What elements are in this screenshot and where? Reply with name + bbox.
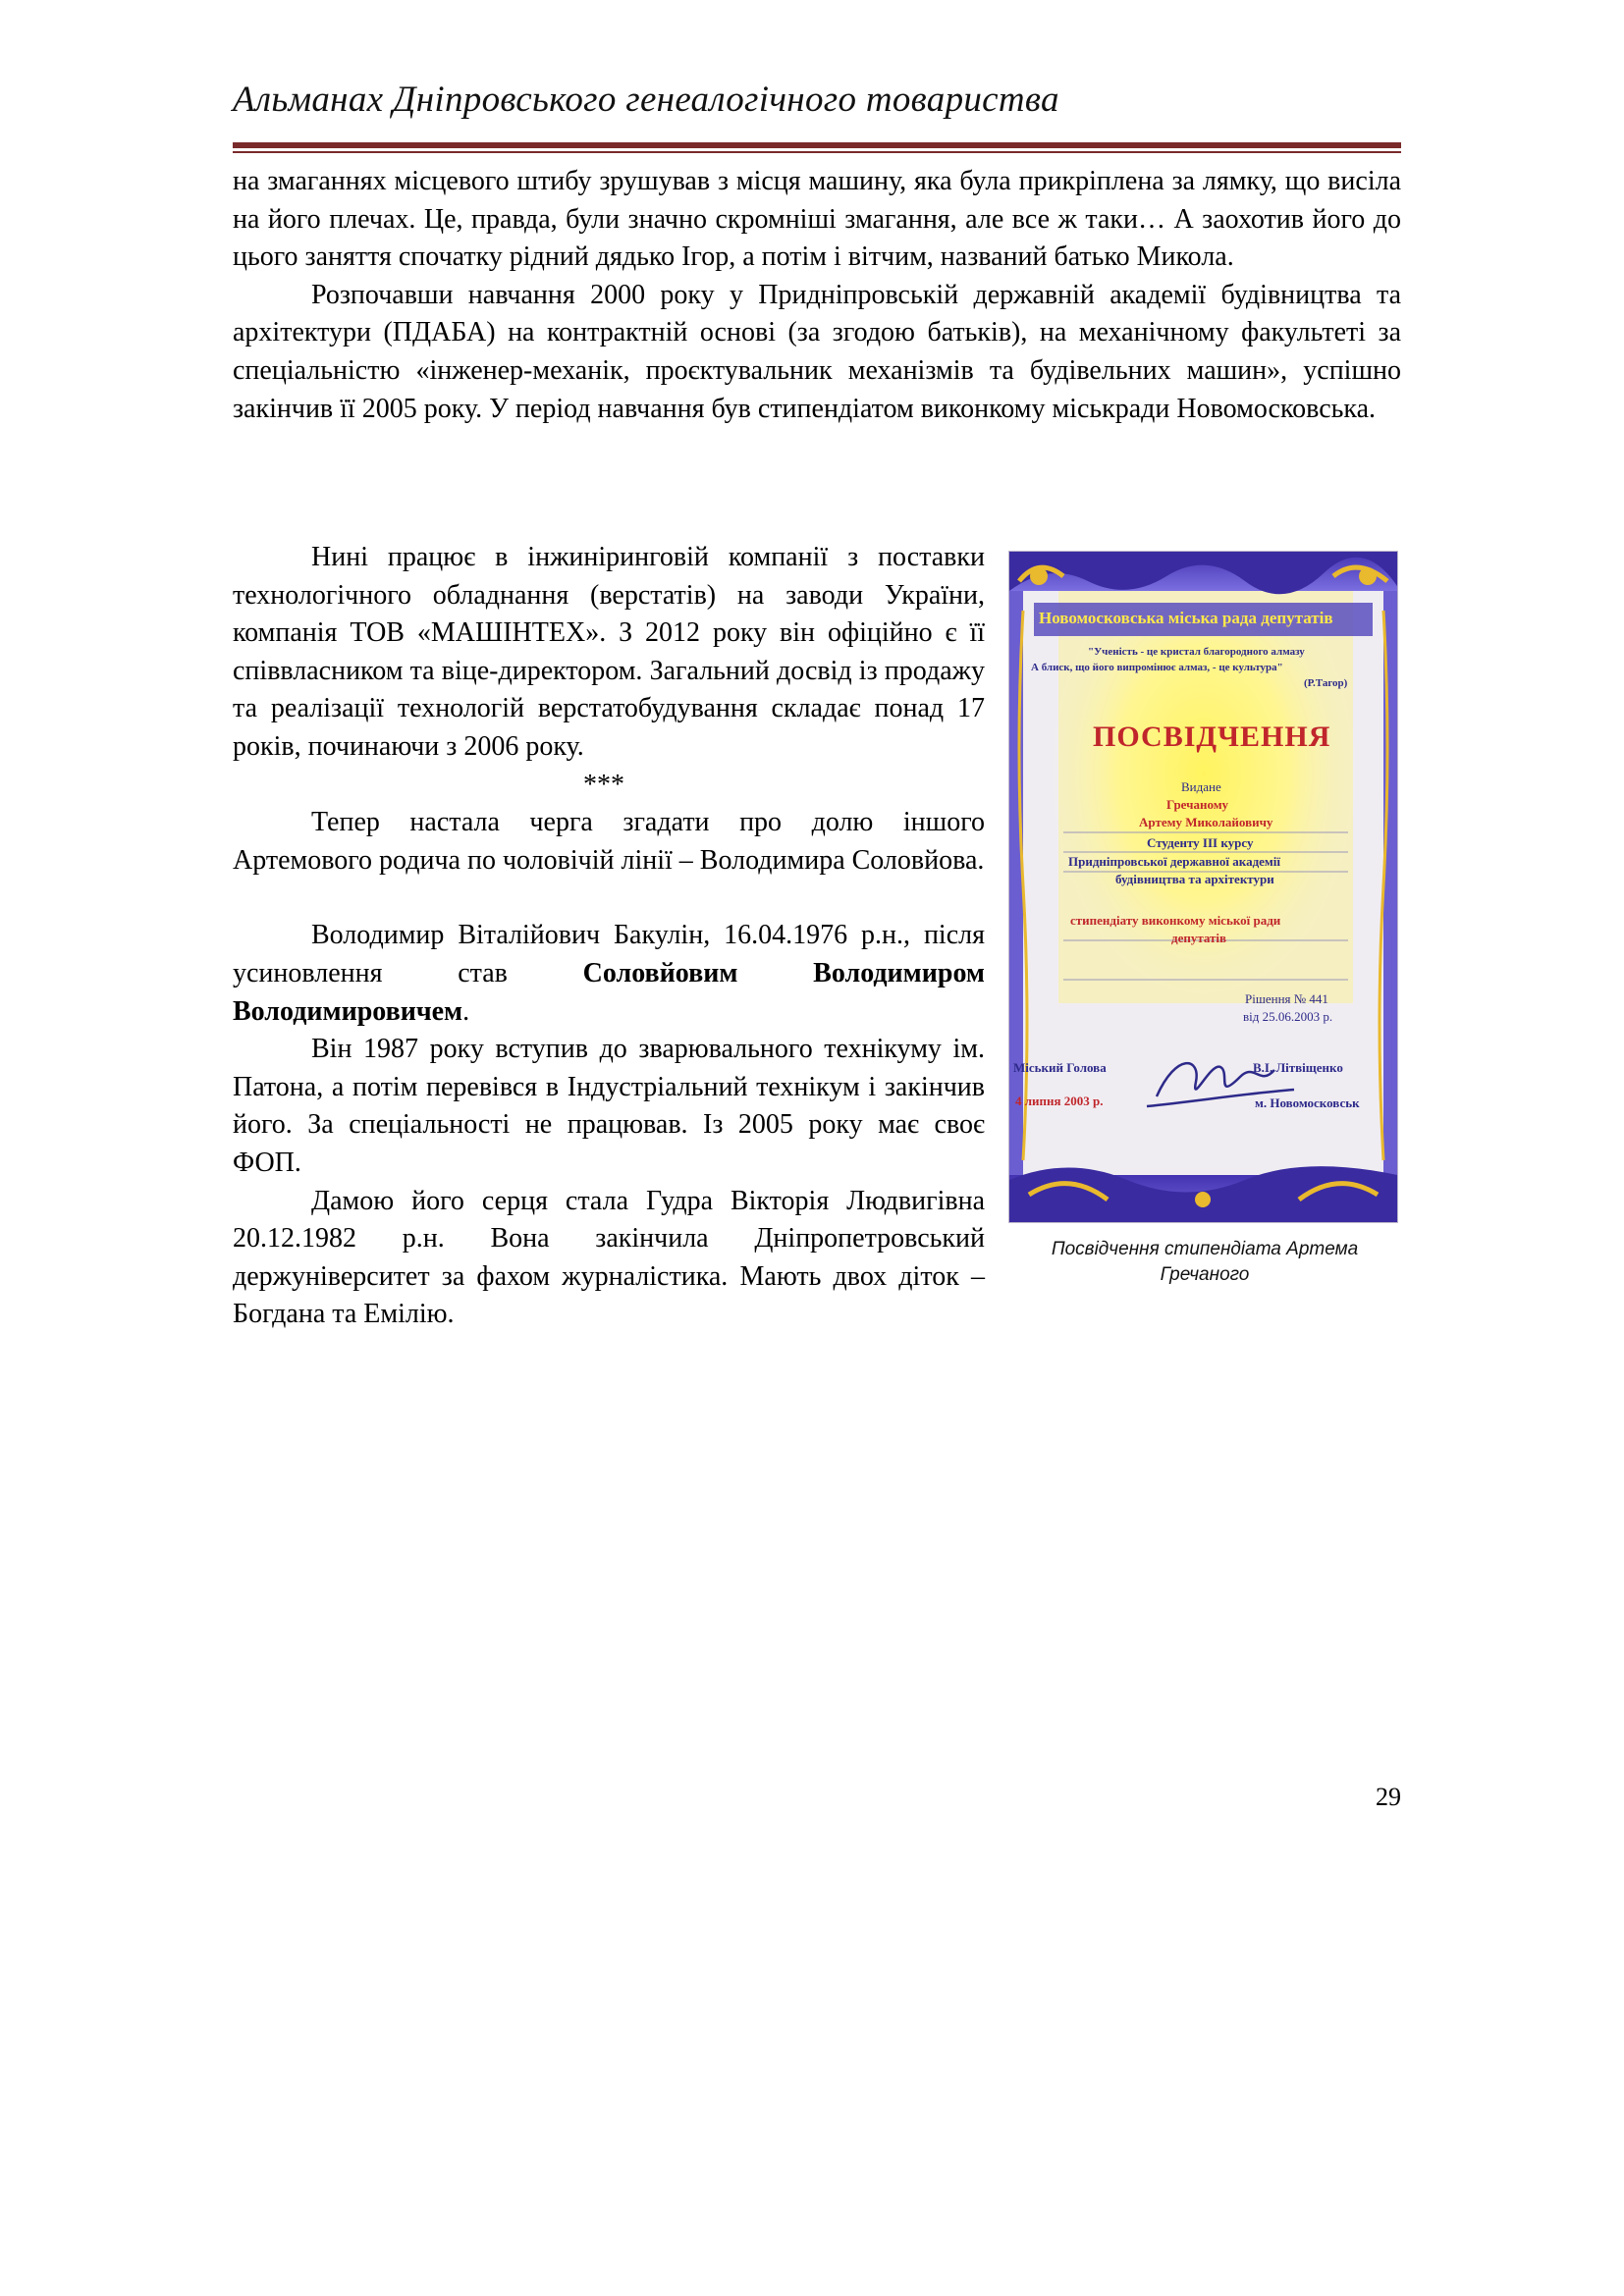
cert-quote-1: "Ученість - це кристал благородного алмазу — [1088, 646, 1305, 658]
paragraph-6: Він 1987 року вступив до зварювального технікуму ім. Патона, а потім перевівся в Індустріальний технікум і закінчив його. За спеціальності не працював. Із 2005 року має своє ФОП. — [233, 1034, 985, 1178]
header-rule — [233, 142, 1401, 153]
certificate-image — [1008, 551, 1398, 1223]
paragraph-4: Тепер настала черга згадати про долю іншого Артемового родича по чоловічій лінії – Володимира Соловйова. — [233, 807, 985, 876]
cert-name-2: Артему Миколайовичу — [1139, 815, 1273, 829]
cert-mayor-label: Міський Голова — [1013, 1060, 1107, 1075]
section-separator: *** — [583, 769, 624, 800]
paragraph-5-end: . — [462, 995, 470, 1027]
page-number: 29 — [1376, 1783, 1401, 1811]
cert-quote-author: (Р.Тагор) — [1304, 677, 1348, 689]
cert-academy-1: Придніпровської державної академії — [1068, 854, 1281, 869]
footer-rule — [233, 1750, 1401, 1753]
paragraph-1: на змаганнях місцевого штибу зрушував з місця машину, яка була прикріплена за лямку, що висіла на його плечах. Це, правда, були значно скромніші змагання, але все ж таки… А заохотив його до цього заняття спочатку рідний дядько Ігор, а потім і вітчим, названий батько Микола. — [233, 166, 1401, 273]
cert-date: 4 липня 2003 р. — [1015, 1094, 1104, 1108]
cert-mayor-name: В.І. Літвіщенко — [1253, 1060, 1343, 1075]
cert-stipend-1: стипендіату виконкому міської ради — [1070, 913, 1281, 928]
cert-quote-2: А блиск, що його випромінює алмаз, - це культура" — [1031, 662, 1283, 673]
cert-title: ПОСВІДЧЕННЯ — [1093, 721, 1331, 753]
figure-caption: Посвідчення стипендіата Артема Гречаного — [1051, 1239, 1359, 1285]
cert-academy-2: будівництва та архітектури — [1115, 872, 1274, 886]
cert-decision-2: від 25.06.2003 р. — [1243, 1009, 1333, 1024]
cert-name-1: Гречаному — [1166, 797, 1229, 812]
body-text-lower — [233, 539, 1401, 1334]
cert-banner: Новомосковська міська рада депутатів — [1039, 609, 1333, 627]
paragraph-7: Дамою його серця стала Гудра Вікторія Людвигівна 20.12.1982 р.н. Вона закінчила Дніпропетровський держуніверситет за фахом журналістика. Мають двох діток – Богдана та Емілію. — [233, 1185, 985, 1330]
certificate-figure — [1008, 551, 1401, 1288]
paragraph-5-text: Володимир Віталійович Бакулін, 16.04.1976 р.н., після усиновлення став — [233, 920, 985, 988]
paragraph-2: Розпочавши навчання 2000 року у Придніпровській державній академії будівництва та архітектури (ПДАБА) на контрактній основі (за згодою батьків), на механічному факультеті за спеціальністю «інженер-механік, проєктувальник механізмів та будівельних машин», успішно закінчив її 2005 року. У період навчання був стипендіатом виконкому міськради Новомосковська. — [233, 279, 1401, 424]
cert-city: м. Новомосковськ — [1255, 1095, 1360, 1110]
cert-decision-1: Рішення № 441 — [1245, 991, 1328, 1006]
body-text-upper — [233, 163, 1401, 428]
cert-stipend-2: депутатів — [1171, 931, 1227, 945]
running-title: Альманах Дніпровського генеалогічного товариства — [233, 80, 1059, 120]
cert-issued: Видане — [1181, 779, 1221, 794]
paragraph-5-bold-name: Соловйовим Володимиром Володимировичем — [233, 957, 985, 1027]
cert-student-line: Студенту ІІІ курсу — [1147, 835, 1254, 850]
paragraph-3: Нині працює в інжиніринговій компанії з поставки технологічного обладнання (верстатів) на заводи України, компанія ТОВ «МАШІНТЕХ». З 2012 року він офіційно є її співвласником та віце-директором. Загальний досвід із продажу та реалізації технологій верстатобудування складає понад 17 років, починаючи з 2006 року. — [233, 542, 985, 762]
